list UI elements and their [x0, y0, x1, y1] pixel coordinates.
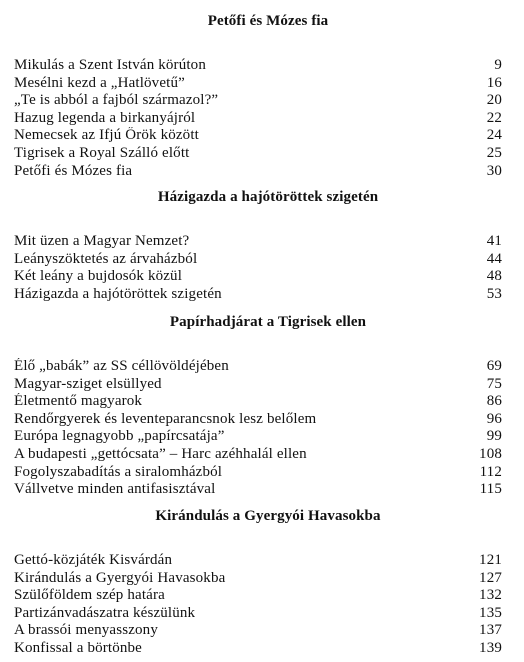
entry-page-number: 69 — [486, 358, 502, 374]
entry-title: Hazug legenda a birkanyájról — [14, 109, 196, 126]
toc-entry — [14, 428, 502, 446]
entry-page-number: 139 — [479, 639, 502, 656]
toc-entry — [14, 481, 502, 499]
entry-title: Házigazda a hajótöröttek szigetén — [14, 285, 222, 302]
toc-entry-list — [14, 233, 502, 303]
entry-title: A budapesti „gettócsata” – Harc azéhhalál ellen — [14, 445, 307, 462]
toc-entry — [14, 145, 502, 163]
entry-title: Gettó-közjáték Kisvárdán — [14, 552, 173, 568]
toc-section — [14, 507, 502, 658]
entry-title: A brassói menyasszony — [14, 622, 158, 639]
entry-title: Mesélni kezd a „Hatlövetű” — [14, 74, 185, 91]
entry-page-number: 99 — [486, 428, 502, 445]
section-title: Petőfi és Mózes fia — [207, 13, 329, 29]
entry-title: Európa legnagyobb „papírcsatája” — [14, 428, 225, 445]
toc-entry — [14, 622, 502, 640]
entry-page-number: 20 — [486, 92, 502, 109]
toc-entry — [14, 286, 502, 304]
toc-entry — [14, 570, 502, 588]
entry-page-number: 41 — [486, 233, 502, 249]
toc-entry — [14, 552, 502, 570]
entry-page-number: 132 — [479, 587, 502, 604]
entry-title: Szülőföldem szép határa — [14, 587, 165, 604]
toc-entry — [14, 376, 502, 394]
toc-entry — [14, 110, 502, 128]
toc-section — [14, 12, 502, 180]
entry-title: Vállvetve minden antifasisztával — [14, 481, 216, 498]
entry-page-number: 121 — [479, 552, 502, 568]
entry-page-number: 53 — [486, 285, 502, 302]
toc-entry — [14, 464, 502, 482]
entry-page-number: 30 — [486, 162, 502, 179]
entry-title: „Te is abból a fajból származol?” — [14, 92, 219, 109]
section-title: Kirándulás a Gyergyói Havasokba — [155, 508, 381, 524]
entry-title: Mit üzen a Magyar Nemzet? — [14, 233, 190, 249]
toc-section — [14, 188, 502, 303]
entry-page-number: 108 — [479, 445, 502, 462]
entry-title: Két leány a bujdosók közül — [14, 268, 183, 285]
toc-entry — [14, 92, 502, 110]
entry-page-number: 9 — [494, 57, 502, 73]
toc-entry-list — [14, 358, 502, 499]
toc-entry — [14, 393, 502, 411]
entry-title: Élő „babák” az SS céllövöldéjében — [14, 358, 229, 374]
toc-entry — [14, 640, 502, 658]
toc-entry-list — [14, 552, 502, 658]
toc-entry — [14, 358, 502, 376]
entry-page-number: 44 — [486, 250, 502, 267]
entry-page-number: 127 — [479, 569, 502, 586]
entry-page-number: 48 — [486, 268, 502, 285]
entry-title: Mikulás a Szent István körúton — [14, 57, 206, 73]
toc-entry — [14, 268, 502, 286]
entry-title: Életmentő magyarok — [14, 393, 143, 410]
entry-title: Tigrisek a Royal Szálló előtt — [14, 144, 190, 161]
entry-page-number: 96 — [486, 410, 502, 427]
entry-title: Petőfi és Mózes fia — [14, 162, 133, 179]
entry-title: Partizánvadászatra készülünk — [14, 604, 196, 621]
toc-entry — [14, 57, 502, 75]
entry-title: Kirándulás a Gyergyói Havasokba — [14, 569, 226, 586]
section-title: Papírhadjárat a Tigrisek ellen — [169, 314, 367, 330]
entry-title: Fogolyszabadítás a siralomházból — [14, 463, 223, 480]
section-title: Házigazda a hajótöröttek szigetén — [157, 189, 379, 205]
toc-entry — [14, 75, 502, 93]
toc-entry — [14, 411, 502, 429]
entry-page-number: 135 — [479, 604, 502, 621]
entry-page-number: 22 — [486, 109, 502, 126]
toc-entry — [14, 251, 502, 269]
entry-title: Leányszöktetés az árvaházból — [14, 250, 198, 267]
toc-entry — [14, 605, 502, 623]
entry-title: Magyar-sziget elsüllyed — [14, 375, 162, 392]
entry-title: Konfissal a börtönbe — [14, 639, 142, 656]
toc-entry — [14, 233, 502, 251]
entry-page-number: 112 — [479, 463, 502, 480]
entry-title: Rendőrgyerek és leventeparancsnok lesz belőlem — [14, 410, 317, 427]
toc-entry — [14, 587, 502, 605]
toc-entry — [14, 127, 502, 145]
entry-page-number: 16 — [486, 74, 502, 91]
entry-page-number: 75 — [486, 375, 502, 392]
entry-page-number: 115 — [479, 481, 502, 498]
entry-page-number: 86 — [486, 393, 502, 410]
entry-page-number: 24 — [486, 127, 502, 144]
entry-page-number: 137 — [479, 622, 502, 639]
toc-entry — [14, 163, 502, 181]
entry-title: Nemecsek az Ifjú Őrök között — [14, 127, 199, 144]
entry-page-number: 25 — [486, 144, 502, 161]
toc-section — [14, 313, 502, 499]
toc-entry — [14, 446, 502, 464]
toc-entry-list — [14, 57, 502, 180]
